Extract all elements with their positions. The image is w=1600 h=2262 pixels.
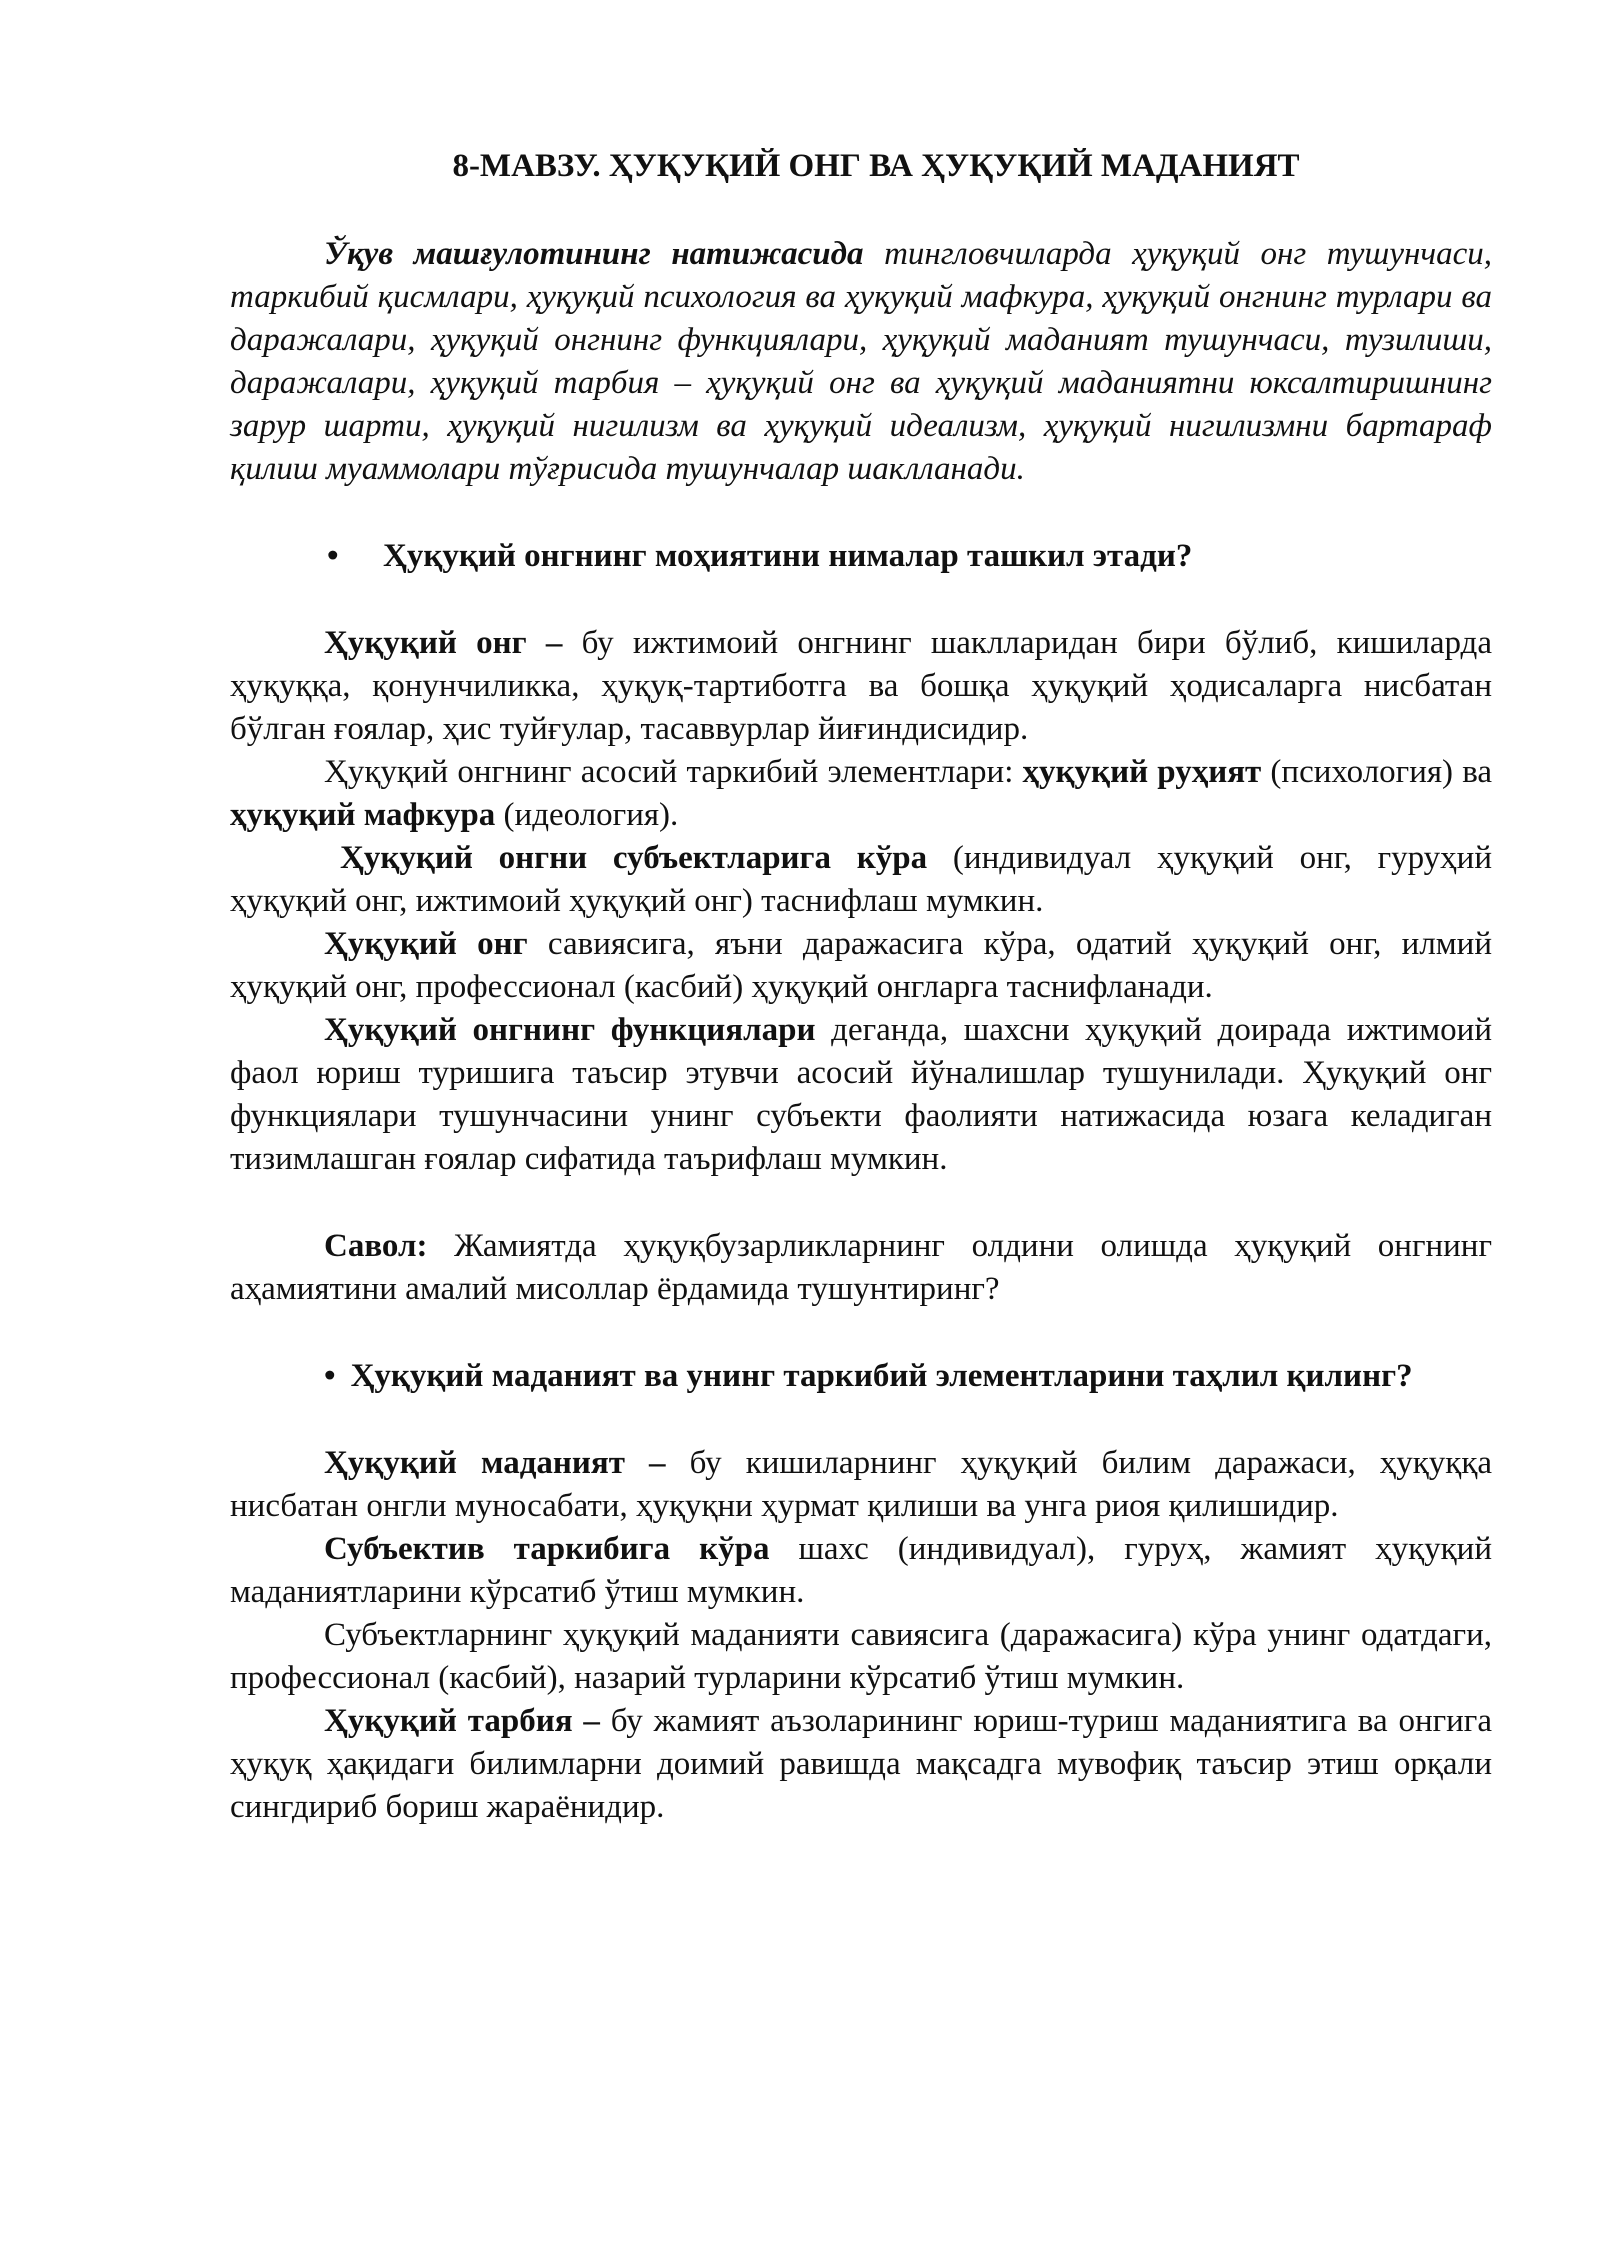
question-label: Савол: (324, 1228, 428, 1264)
term-bold: Ҳуқуқий тарбия – (324, 1703, 600, 1739)
paragraph-text: Ҳуқуқий онгнинг асосий таркибий элементлари: (324, 754, 1023, 790)
paragraph-legal-consciousness (230, 622, 1492, 751)
page-title: 8-МАВЗУ. ҲУҚУҚИЙ ОНГ ВА ҲУҚУҚИЙ МАДАНИЯТ (452, 148, 1300, 184)
paragraph-legal-upbringing (230, 1700, 1492, 1829)
paragraph-text: бу жамият аъзоларининг юриш-туриш маданиятига ва онгига ҳуқуқ ҳақидаги билимларни доимий равишда мақсадга мувофиқ таъсир этиш орқали сингдириб бориш жараёнидир. (230, 1703, 1492, 1825)
paragraph-functions (230, 1009, 1492, 1181)
paragraph-elements (230, 751, 1492, 837)
intro-paragraph (230, 233, 1492, 491)
intro-bold: Ўқув машғулотининг натижасида (324, 236, 864, 272)
paragraph-subjects (230, 837, 1492, 923)
paragraph-text: Жамиятда ҳуқуқбузарликларнинг олдини олишда ҳуқуқий онгнинг аҳамиятини амалий мисоллар ёрдамида тушунтиринг? (230, 1228, 1492, 1307)
term-bold: Субъектив таркибига кўра (324, 1531, 770, 1567)
term-bold: Ҳуқуқий онг – (324, 625, 563, 661)
term-bold: ҳуқуқий руҳият (1022, 754, 1262, 790)
paragraph-text: бу ижтимоий онгнинг шаклларидан бири бўлиб, кишиларда ҳуқуққа, қонунчиликка, ҳуқуқ-тартиботга ва бошқа ҳуқуқий ҳодисаларга нисбатан бўлган ғоялар, ҳис туйғулар, тасаввурлар йиғиндисидир. (230, 625, 1492, 747)
term-bold: ҳуқуқий мафкура (230, 797, 496, 833)
intro-text: тингловчиларда ҳуқуқий онг тушунчаси, таркибий қисмлари, ҳуқуқий психология ва ҳуқуқий мафкура, ҳуқуқий онгнинг турлари ва даражалари, ҳуқуқий онгнинг функциялари, ҳуқуқий маданият тушунчаси, тузилиши, даражалари, ҳуқуқий тарбия – ҳуқуқий онг ва ҳуқуқий маданиятни юксалтиришнинг зарур шарти, ҳуқуқий нигилизм ва ҳуқуқий идеализм, ҳуқуқий нигилизмни бартараф қилиш муаммолари тўғрисида тушунчалар шаклланади. (230, 236, 1493, 487)
paragraph-text: бу кишиларнинг ҳуқуқий билим даражаси, ҳуқуққа нисбатан онгли муносабати, ҳуқуқни ҳурмат қилиши ва унга риоя қилишидир. (230, 1445, 1492, 1524)
term-bold: Ҳуқуқий онг (324, 926, 528, 962)
paragraph-text: савиясига, яъни даражасига кўра, одатий ҳуқуқий онг, илмий ҳуқуқий онг, профессионал (касбий) ҳуқуқий онгларга таснифланади. (230, 926, 1492, 1005)
paragraph-legal-culture (230, 1442, 1492, 1528)
paragraph-culture-levels (230, 1614, 1492, 1700)
paragraph-text: деганда, шахсни ҳуқуқий доирада ижтимоий фаол юриш туришига таъсир этувчи асосий йўналишлар тушунилади. Ҳуқуқий онг функциялари тушунчасини унинг субъекти фаолияти натижасида юзага келадиган тизимлашган ғоялар сифатида таърифлаш мумкин. (230, 1012, 1492, 1177)
paragraph-text: Субъектларнинг ҳуқуқий маданияти савиясига (даражасига) кўра унинг одатдаги, профессионал (касбий), назарий турларини кўрсатиб ўтиш мумкин. (230, 1617, 1492, 1696)
paragraph-text: шахс (индивидуал), гуруҳ, жамият ҳуқуқий маданиятларини кўрсатиб ўтиш мумкин. (230, 1531, 1492, 1610)
paragraph-text: (психология) ва (1261, 754, 1492, 790)
bullet-icon: • (324, 1358, 336, 1394)
question-2 (230, 1355, 1492, 1398)
paragraph-text: (индивидуал ҳуқуқий онг, гуруҳий ҳуқуқий онг, ижтимоий ҳуқуқий онг) таснифлаш мумкин. (230, 840, 1492, 919)
paragraph-text: (идеология). (495, 797, 679, 833)
document-page (230, 145, 1492, 1829)
term-bold: Ҳуқуқий маданият – (324, 1445, 666, 1481)
paragraph-question (230, 1225, 1492, 1311)
paragraph-levels (230, 923, 1492, 1009)
paragraph-subjective (230, 1528, 1492, 1614)
bullet-icon: • (327, 538, 339, 574)
question-1 (230, 535, 1492, 578)
term-bold: Ҳуқуқий онгнинг функциялари (324, 1012, 816, 1048)
question-1-text: Ҳуқуқий онгнинг моҳиятини нималар ташкил этади? (383, 538, 1193, 574)
term-bold: Ҳуқуқий онгни субъектларига кўра (340, 840, 928, 876)
question-2-text: Ҳуқуқий маданият ва унинг таркибий элементларини таҳлил қилинг? (350, 1358, 1413, 1394)
